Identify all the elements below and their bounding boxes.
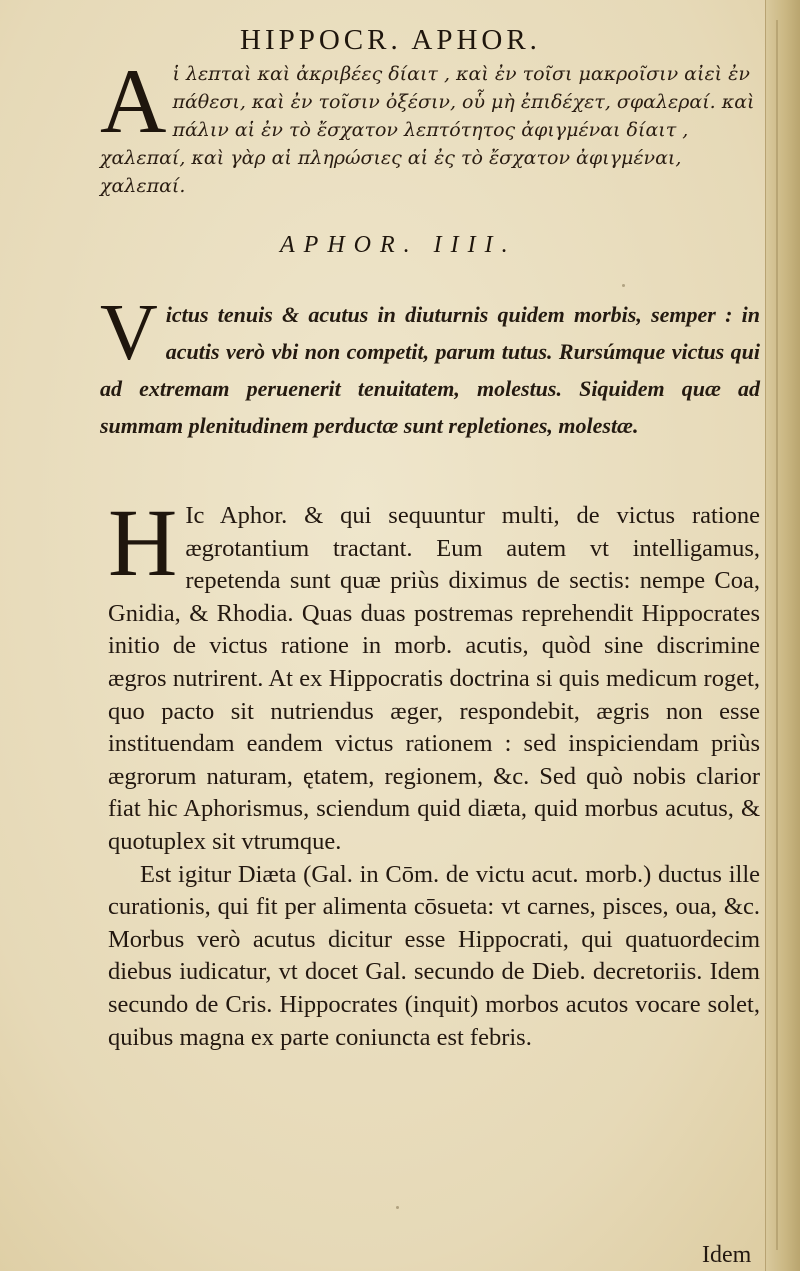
commentary	[108, 489, 760, 1054]
catchword: Idem	[702, 1242, 752, 1268]
commentary-paragraph-1	[108, 489, 760, 859]
latin-translation-text: ictus tenuis & acutus in diuturnis quidem morbis, semper : in acutis verò vbi non competit, parum tutus. Rursúmque victus qui ad extremam peruenerit tenuitatem, molestus. Siquidem quæ ad summam plenitudinem perductæ sunt repletiones, molestæ.	[100, 302, 760, 438]
page-gutter	[765, 0, 800, 1271]
commentary-dropcap: H	[108, 489, 178, 596]
commentary-paragraph-2: Est igitur Diæta (Gal. in Cōm. de victu acut. morb.) ductus ille curationis, qui fit per alimenta cōsueta: vt carnes, pisces, oua, &c. Morbus verò acutus dicitur esse Hippocrati, qui quatuordecim diebus iudicatur, vt docet Gal. secundo de Dieb. decretoriis. Idem secundo de Cris. Hippocrates (inquit) morbos acutos vocare solet, quibus magna ex parte coniuncta est febris.	[108, 860, 760, 1051]
ink-speck	[622, 284, 625, 287]
greek-dropcap: A	[100, 50, 167, 152]
aphorism-heading: APHOR. IIII.	[280, 232, 517, 258]
commentary-paragraph-1-text: Ic Aphor. & qui sequuntur multi, de victus ratione ægrotantium tractant. Eum autem vt intelligamus, repetenda sunt quæ priùs diximus de sectis: nempe Coa, Gnidia, & Rhodia. Quas duas postremas reprehendit Hippocrates initio de victus ratione in morb. acutis, quòd sine discrimine ægros nutrirent. At ex Hippocratis doctrina si quis medicum roget, quo pacto sit nutriendus æger, respondebit, ægris non esse instituendam eandem victus rationem : sed inspiciendam priùs ægrorum naturam, ętatem, regionem, &c. Sed quò nobis clarior fiat hic Aphorismus, sciendum quid diæta, quid morbus acutus, & quotuplex sit vtrumque.	[108, 502, 760, 855]
latin-translation	[100, 289, 760, 444]
greek-aphorism	[100, 50, 760, 200]
ink-speck	[396, 1206, 399, 1209]
greek-aphorism-text: ἱ λεπταὶ καὶ ἀκριβέες δίαιτ , καὶ ἐν τοῖσι μακροῖσιν αἰεὶ ἐν πάθεσι, καὶ ἐν τοῖσιν ὀξέσιν, οὗ μὴ ἐπιδέχετ, σφαλεραί. καὶ πάλιν αἱ ἐν τὸ ἔσχατον λεπτότητος ἀφιγμέναι δίαιτ , χαλεπαί, καὶ γὰρ αἱ πληρώσιες αἱ ἐς τὸ ἔσχατον ἀφιγμέναι, χαλεπαί.	[100, 63, 755, 197]
running-head: HIPPOCR. APHOR.	[240, 24, 541, 56]
latin-dropcap: V	[100, 289, 158, 377]
